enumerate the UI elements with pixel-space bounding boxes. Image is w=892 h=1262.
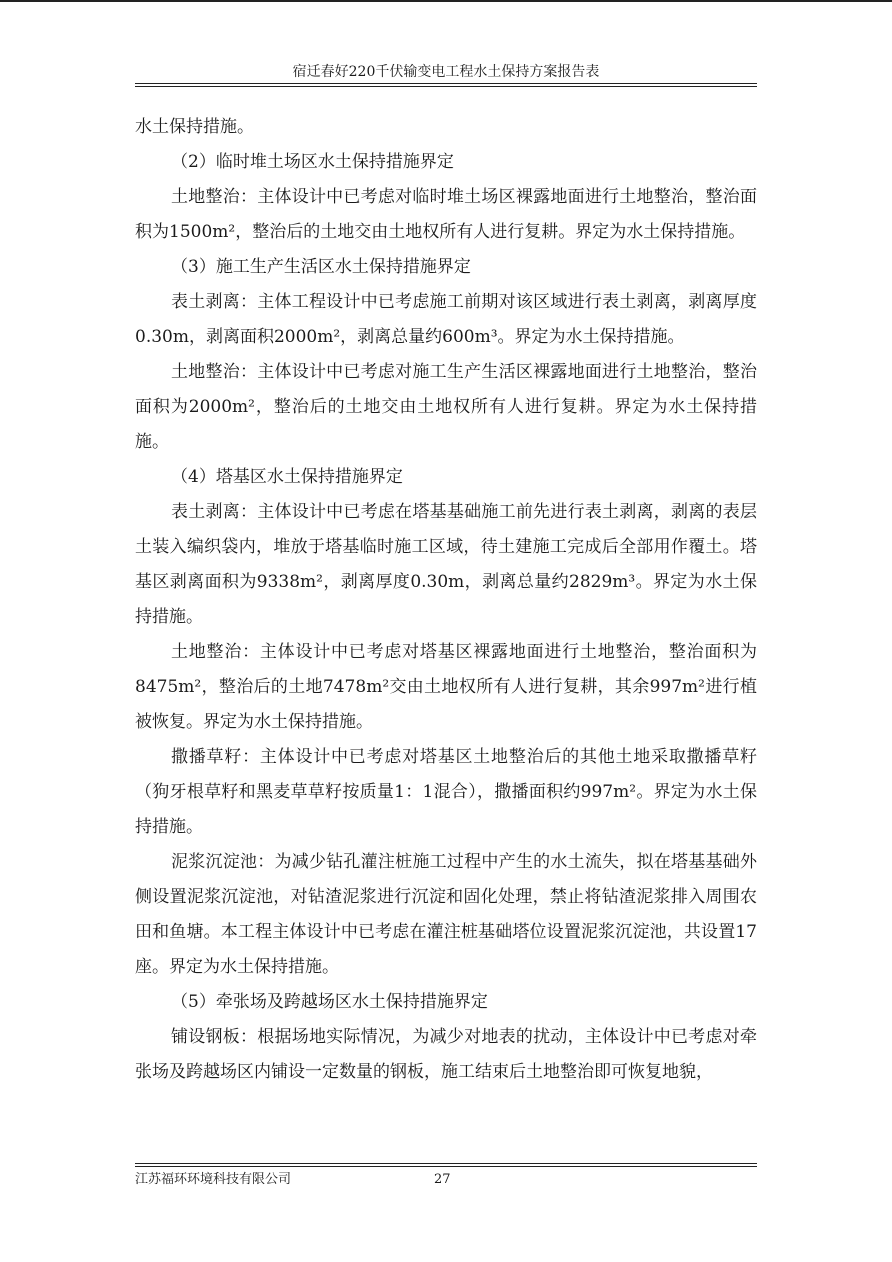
paragraph: 铺设钢板：根据场地实际情况，为减少对地表的扰动，主体设计中已考虑对牵张场及跨越场区内铺设一定数量的钢板，施工结束后土地整治即可恢复地貌， [135,1027,757,1082]
document-body [135,110,757,1090]
section-heading-3: （3）施工生产生活区水土保持措施界定 [171,257,471,277]
paragraph: 土地整治：主体设计中已考虑对塔基区裸露地面进行土地整治，整治面积为8475m²，整治后的土地7478m²交由土地权所有人进行复耕，其余997m²进行植被恢复。界定为水土保持措施。 [135,642,757,732]
footer-company-name: 江苏福环环境科技有限公司 [135,1172,292,1187]
section-heading-4: （4）塔基区水土保持措施界定 [171,467,403,487]
footer-rule [135,1166,757,1167]
paragraph: 表土剥离：主体工程设计中已考虑施工前期对该区域进行表土剥离，剥离厚度0.30m，剥离面积2000m²，剥离总量约600m³。界定为水土保持措施。 [135,292,757,347]
page-header-title: 宿迁春好220千伏输变电工程水土保持方案报告表 [292,64,600,80]
top-border [0,0,892,2]
paragraph: 表土剥离：主体设计中已考虑在塔基基础施工前先进行表土剥离，剥离的表层土装入编织袋内，堆放于塔基临时施工区域，待土建施工完成后全部用作覆土。塔基区剥离面积为9338m²，剥离厚度0.30m，剥离总量约2829m³。界定为水土保持措施。 [135,502,757,627]
page-number: 27 [434,1172,451,1187]
paragraph: 撒播草籽：主体设计中已考虑对塔基区土地整治后的其他土地采取撒播草籽（狗牙根草籽和黑麦草草籽按质量1：1混合），撒播面积约997m²。界定为水土保持措施。 [135,747,757,837]
header-rule [135,86,757,87]
paragraph: 泥浆沉淀池：为减少钻孔灌注桩施工过程中产生的水土流失，拟在塔基基础外侧设置泥浆沉淀池，对钻渣泥浆进行沉淀和固化处理，禁止将钻渣泥浆排入周围农田和鱼塘。本工程主体设计中已考虑在灌注桩基础塔位设置泥浆沉淀池，共设置17座。界定为水土保持措施。 [135,852,757,977]
paragraph: 土地整治：主体设计中已考虑对临时堆土场区裸露地面进行土地整治，整治面积为1500m²，整治后的土地交由土地权所有人进行复耕。界定为水土保持措施。 [135,187,757,242]
footer-rule [135,1163,757,1164]
section-heading-2: （2）临时堆土场区水土保持措施界定 [171,152,454,172]
header-rule [135,83,757,84]
section-heading-5: （5）牵张场及跨越场区水土保持措施界定 [171,992,488,1012]
paragraph-continuation: 水土保持措施。 [135,117,254,137]
paragraph: 土地整治：主体设计中已考虑对施工生产生活区裸露地面进行土地整治，整治面积为2000m²，整治后的土地交由土地权所有人进行复耕。界定为水土保持措施。 [135,362,757,452]
